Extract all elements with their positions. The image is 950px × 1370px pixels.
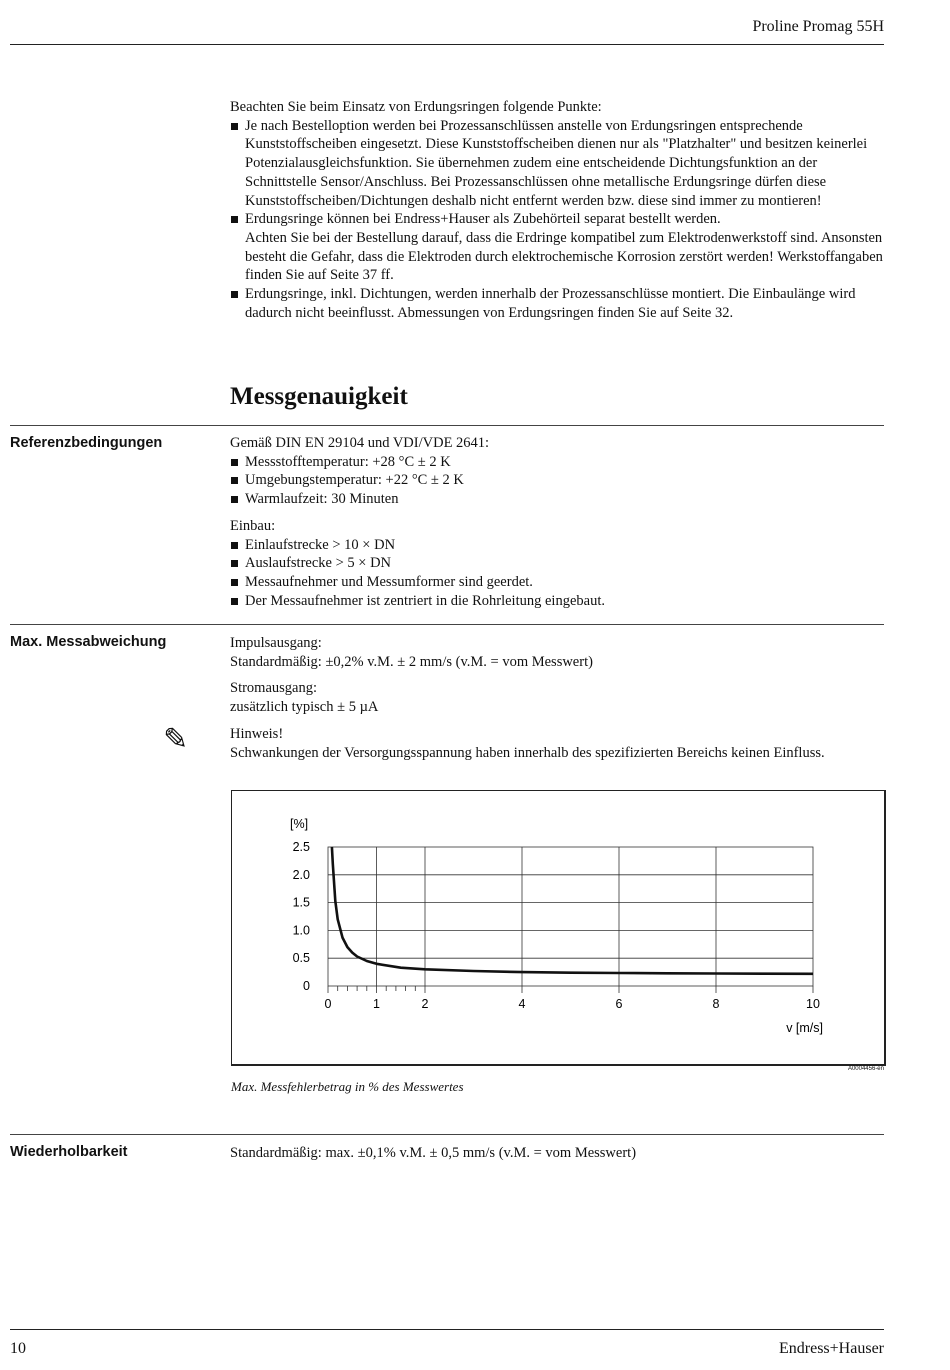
x-tick-label: 6: [615, 997, 623, 1011]
intro-lead: Beachten Sie beim Einsatz von Erdungsringen folgende Punkte:: [230, 99, 602, 115]
reference-bullet-list: [230, 453, 885, 509]
pulse-output-lead: Impulsausgang:: [230, 635, 322, 651]
note-lead: Hinweis!: [230, 725, 284, 742]
y-tick-label: 1.0: [292, 923, 310, 938]
installation-lead: Einbau:: [230, 517, 276, 534]
document-header-title: Proline Promag 55H: [752, 18, 884, 35]
x-tick-label: 1: [373, 997, 380, 1011]
repeatability-label: Wiederholbarkeit: [10, 1144, 128, 1160]
intro-bullet-2-text: Erdungsringe können bei Endress+Hauser als Zubehörteil separat bestellt werden.: [245, 211, 721, 228]
installation-bullet: Messaufnehmer und Messumformer sind geerdet.: [230, 573, 885, 592]
intro-bullet-1: Je nach Bestelloption werden bei Prozessanschlüssen anstelle von Erdungsringen entsprechende Kunststoffscheiben eingesetzt. Diese Kunststoffscheiben dienen nur als "Platzhalter" und besitzen keinerlei Potenzialausgleichsfunktion. Sie übernehmen zudem eine entscheidende Dichtungsfunktion an der Schnittstelle Sensor/Anschluss. Bei Prozessanschlüssen ohne metallische Erdungsringe dürfen diese Kunststoffscheiben/Dichtungen deshalb nicht entfernt werden bzw. diese sind immer zu montieren!: [230, 117, 885, 211]
intro-bullet-3: Erdungsringe, inkl. Dichtungen, werden innerhalb der Prozessanschlüsse montiert. Die Einbaulänge wird dadurch nicht beeinflusst. Abmessungen von Erdungsringen finden Sie auf Seite 32.: [230, 285, 885, 322]
reference-bullet: Messstofftemperatur: +28 °C ± 2 K: [230, 453, 885, 472]
y-tick-label: 0.5: [292, 951, 310, 966]
header-rule: [10, 44, 884, 45]
y-tick-label: 2.5: [292, 840, 310, 854]
x-tick-label: 10: [806, 997, 820, 1011]
grounding-ring-notes: [230, 98, 885, 322]
y-tick-label: 0: [303, 979, 310, 993]
max-deviation-label: Max. Messabweichung: [10, 634, 167, 650]
intro-bullet-2: [230, 210, 885, 285]
section-title: Messgenauigkeit: [230, 383, 408, 410]
x-axis-label: v [m/s]: [786, 1021, 823, 1035]
installation-bullet: Einlaufstrecke > 10 × DN: [230, 536, 885, 555]
installation-bullet-list: [230, 536, 885, 611]
section-rule: [10, 425, 884, 426]
row-divider: [10, 1134, 884, 1135]
error-chart-svg: [232, 791, 884, 1064]
x-tick-label: 0: [324, 997, 332, 1011]
installation-bullet: Der Messaufnehmer ist zentriert in die Rohrleitung eingebaut.: [230, 592, 885, 611]
y-tick-label: 2.0: [292, 867, 310, 882]
figure-id: A0004456-en: [847, 1066, 884, 1072]
pulse-output-text: Standardmäßig: ±0,2% v.M. ± 2 mm/s (v.M. = vom Messwert): [230, 653, 593, 670]
figure-caption: Max. Messfehlerbetrag in % des Messwertes: [231, 1079, 464, 1094]
intro-bullet-2-extra: Achten Sie bei der Bestellung darauf, dass die Erdringe kompatibel zum Elektrodenwerkstoff sind. Ansonsten besteht die Gefahr, dass die Elektroden durch elektrochemische Korrosion zerstört werden! Werkstoffangaben finden Sie auf Seite 37 ff.: [245, 229, 883, 284]
page-number: 10: [10, 1340, 26, 1357]
y-tick-label: 1.5: [292, 895, 310, 910]
plot-frame: [328, 847, 813, 986]
reference-conditions-content: [230, 434, 885, 610]
x-tick-label: 2: [421, 997, 429, 1011]
x-tick-label: 4: [518, 997, 526, 1011]
current-output-lead: Stromausgang:: [230, 680, 317, 697]
note-text: Schwankungen der Versorgungsspannung haben innerhalb des spezifizierten Bereichs keinen Einfluss.: [230, 744, 825, 761]
max-deviation-content: [230, 634, 885, 762]
x-tick-label: 8: [712, 997, 720, 1011]
current-output-text: zusätzlich typisch ± 5 µA: [230, 699, 379, 716]
error-curve-line: [332, 847, 813, 974]
footer-rule: [10, 1329, 884, 1330]
reference-bullet: Umgebungstemperatur: +22 °C ± 2 K: [230, 471, 885, 490]
installation-bullet: Auslaufstrecke > 5 × DN: [230, 554, 885, 573]
repeatability-text: Standardmäßig: max. ±0,1% v.M. ± 0,5 mm/s (v.M. = vom Messwert): [230, 1145, 637, 1161]
row-divider: [10, 624, 884, 625]
pencil-icon: ✎: [163, 722, 189, 757]
y-axis-label: [%]: [290, 817, 309, 831]
intro-bullet-list: [230, 117, 885, 323]
reference-lead: Gemäß DIN EN 29104 und VDI/VDE 2641:: [230, 435, 490, 451]
error-chart: [231, 790, 886, 1066]
reference-bullet: Warmlaufzeit: 30 Minuten: [230, 490, 885, 509]
reference-conditions-label: Referenzbedingungen: [10, 435, 163, 451]
footer-brand: Endress+Hauser: [779, 1340, 884, 1357]
